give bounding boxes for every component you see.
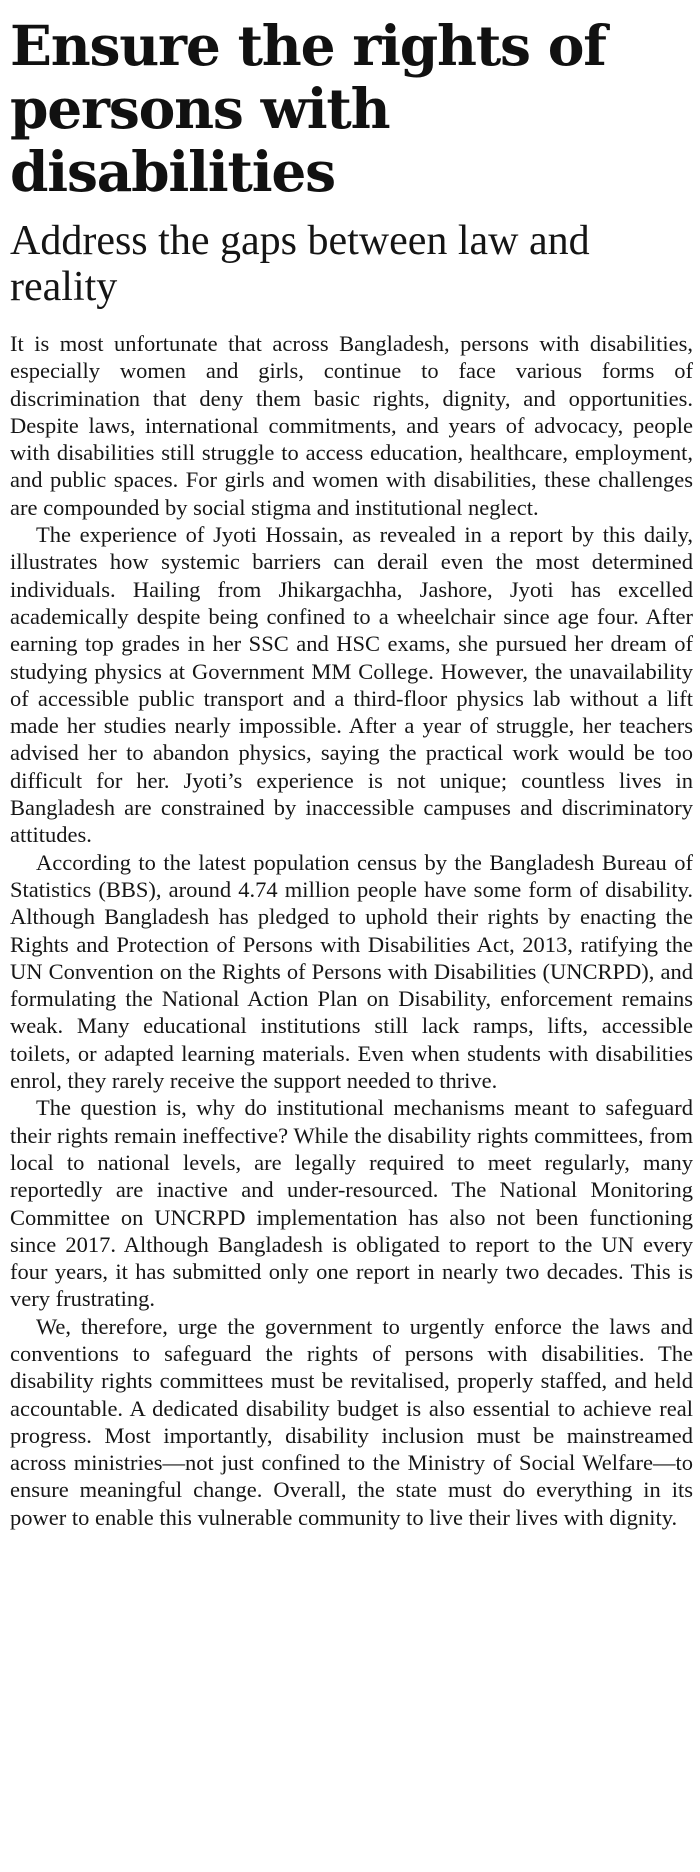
paragraph-5: We, therefore, urge the government to urgently enforce the laws and conventions to safeguard the rights of persons with disabilities. The disability rights committees must be revitalised, properly staffed, and held accountable. A dedicated disability budget is also essential to achieve real progress. Most importantly, disability inclusion must be mainstreamed across ministries—not just confined to the Ministry of Social Welfare—to ensure meaningful change. Overall, the state must do everything in its power to enable this vulnerable community to live their lives with dignity. bbox=[10, 1313, 693, 1530]
paragraph-4: The question is, why do institutional mechanisms meant to safeguard their rights remain ineffective? While the disability rights committees, from local to national levels, are legally required to meet regularly, many reportedly are inactive and under-resourced. The National Monitoring Committee on UNCRPD implementation has also not been functioning since 2017. Although Bangladesh is obligated to report to the UN every four years, it has submitted only one report in nearly two decades. This is very frustrating. bbox=[10, 1095, 693, 1312]
editorial-article bbox=[10, 14, 693, 1531]
headline: Ensure the rights of persons with disabilities bbox=[10, 13, 606, 204]
paragraph-3: According to the latest population census by the Bangladesh Bureau of Statistics (BBS), around 4.74 million people have some form of disability. Although Bangladesh has pledged to uphold their rights by enacting the Rights and Protection of Persons with Disabilities Act, 2013, ratifying the UN Convention on the Rights of Persons with Disabilities (UNCRPD), and formulating the National Action Plan on Disability, enforcement remains weak. Many educational institutions still lack ramps, lifts, accessible toilets, or adapted learning materials. Even when students with disabilities enrol, they rarely receive the support needed to thrive. bbox=[10, 849, 693, 1094]
article-body bbox=[10, 330, 693, 1531]
paragraph-1: It is most unfortunate that across Bangladesh, persons with disabilities, especially women and girls, continue to face various forms of discrimination that deny them basic rights, dignity, and opportunities. Despite laws, international commitments, and years of advocacy, people with disabilities still struggle to access education, healthcare, employment, and public spaces. For girls and women with disabilities, these challenges are compounded by social stigma and institutional neglect. bbox=[10, 331, 693, 520]
paragraph-2: The experience of Jyoti Hossain, as revealed in a report by this daily, illustrates how systemic barriers can derail even the most determined individuals. Hailing from Jhikargachha, Jashore, Jyoti has excelled academically despite being confined to a wheelchair since age four. After earning top grades in her SSC and HSC exams, she pursued her dream of studying physics at Government MM College. However, the unavailability of accessible public transport and a third-floor physics lab without a lift made her studies nearly impossible. After a year of struggle, her teachers advised her to abandon physics, saying the practical work would be too difficult for her. Jyoti’s experience is not unique; countless lives in Bangladesh are constrained by inaccessible campuses and discriminatory attitudes. bbox=[10, 522, 693, 848]
subheadline: Address the gaps between law and reality bbox=[10, 218, 590, 310]
